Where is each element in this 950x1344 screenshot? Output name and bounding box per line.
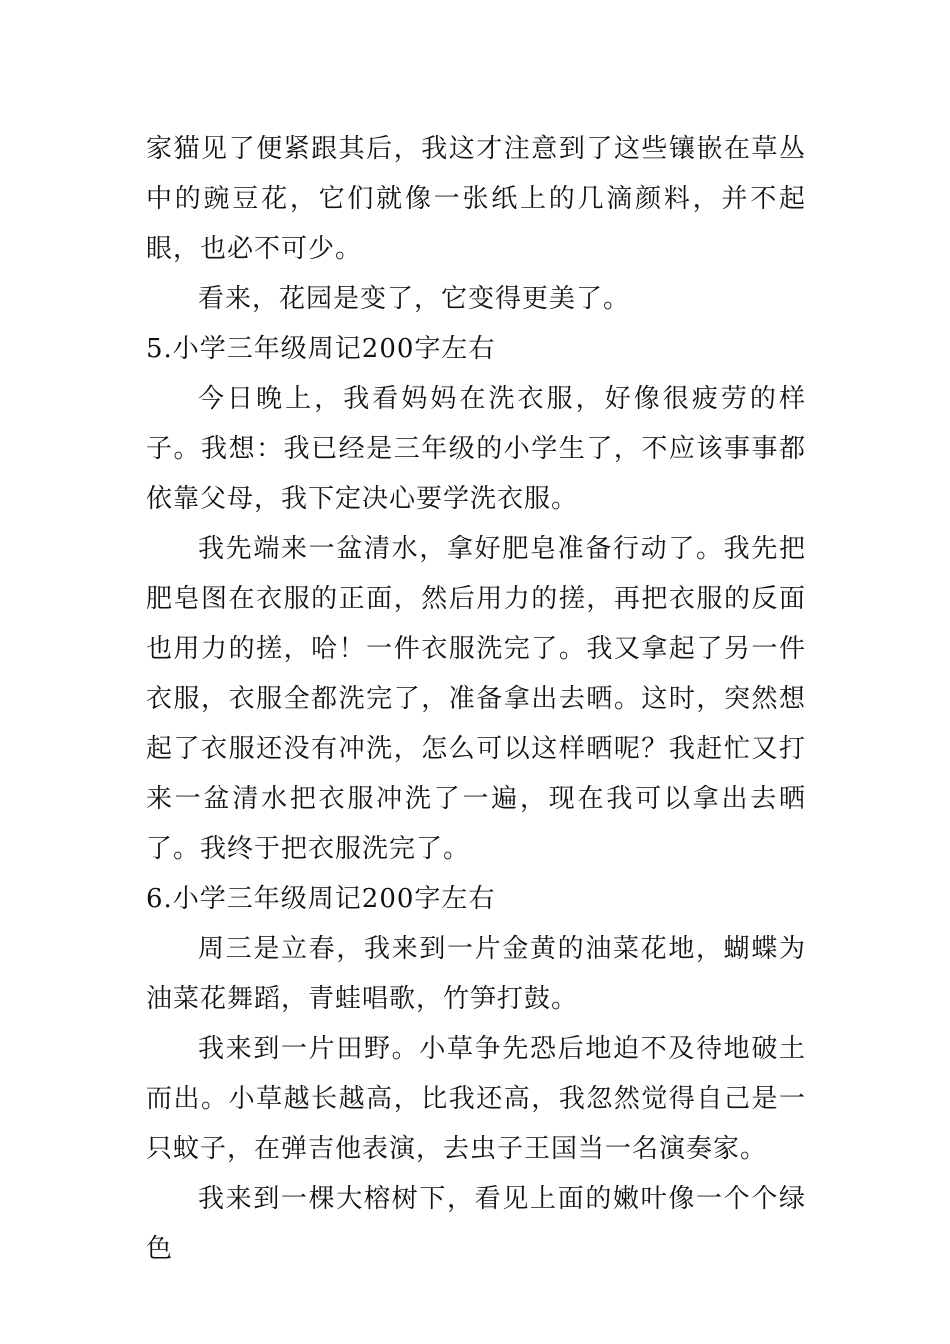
paragraph: 我先端来一盆清水，拿好肥皂准备行动了。我先把肥皂图在衣服的正面，然后用力的搓，再把衣服的反面也用力的搓，哈！一件衣服洗完了。我又拿起了另一件衣服，衣服全都洗完了，准备拿出去晒。这时，突然想起了衣服还没有冲洗，怎么可以这样晒呢？我赶忙又打来一盆清水把衣服冲洗了一遍，现在我可以拿出去晒了。我终于把衣服洗完了。 bbox=[146, 534, 806, 864]
document-body bbox=[146, 124, 806, 1274]
section-heading: 6.小学三年级周记200字左右 bbox=[146, 884, 496, 914]
section-heading: 5.小学三年级周记200字左右 bbox=[146, 334, 496, 364]
paragraph: 我来到一片田野。小草争先恐后地迫不及待地破土而出。小草越长越高，比我还高，我忽然觉得自己是一只蚊子，在弹吉他表演，去虫子王国当一名演奏家。 bbox=[146, 1034, 806, 1164]
paragraph: 我来到一棵大榕树下，看见上面的嫩叶像一个个绿色 bbox=[146, 1184, 806, 1264]
paragraph: 看来，花园是变了，它变得更美了。 bbox=[198, 284, 631, 314]
paragraph-continued: 家猫见了便紧跟其后，我这才注意到了这些镶嵌在草丛中的豌豆花，它们就像一张纸上的几滴颜料，并不起眼，也必不可少。 bbox=[146, 134, 806, 264]
paragraph: 今日晚上，我看妈妈在洗衣服，好像很疲劳的样子。我想：我已经是三年级的小学生了，不应该事事都依靠父母，我下定决心要学洗衣服。 bbox=[146, 384, 806, 514]
paragraph: 周三是立春，我来到一片金黄的油菜花地，蝴蝶为油菜花舞蹈，青蛙唱歌，竹笋打鼓。 bbox=[146, 934, 806, 1014]
